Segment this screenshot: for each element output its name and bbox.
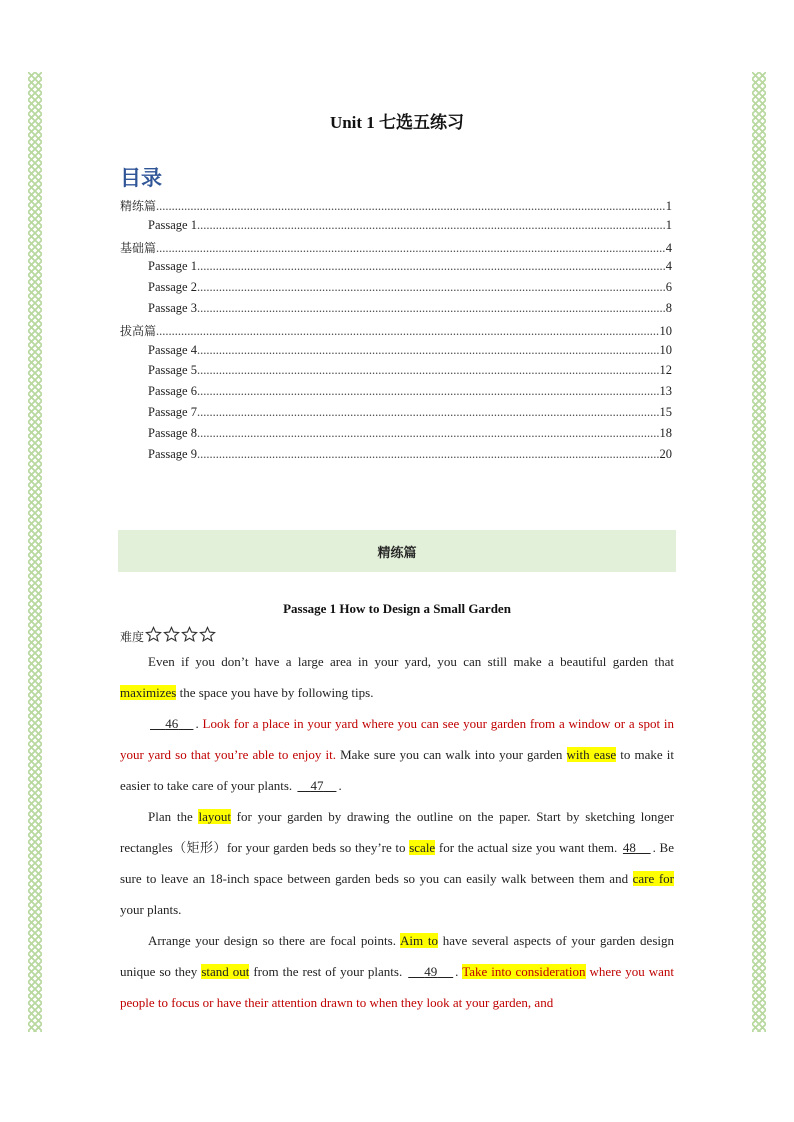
toc-entry[interactable] [120, 301, 672, 322]
blank-49 [406, 964, 455, 979]
section-band [118, 530, 676, 572]
toc-entry[interactable] [120, 363, 672, 384]
toc-entry-label: Passage 4 [148, 342, 197, 357]
toc-entry-page: 18 [659, 425, 672, 440]
paragraph-1 [120, 646, 674, 708]
blank-47 [295, 778, 338, 793]
text: . [455, 964, 463, 979]
toc-entry-label: Passage 9 [148, 446, 197, 461]
toc-leader-dots [197, 405, 660, 420]
toc-leader-dots [197, 259, 666, 274]
star-outline-icon [199, 626, 216, 643]
table-of-contents [120, 197, 672, 467]
difficulty-rating [120, 626, 216, 647]
toc-entry[interactable] [120, 239, 672, 260]
passage-title: Passage 1 How to Design a Small Garden [283, 601, 511, 616]
toc-leader-dots [197, 447, 660, 462]
toc-entry-page: 8 [665, 300, 672, 315]
answer-sentence: where you want people to focus or have their attention drawn to when they look at your garden, and [120, 964, 675, 1010]
text: your plants. [120, 902, 182, 917]
blank-number: 48 [622, 840, 636, 855]
toc-entry-page: 4 [665, 259, 672, 274]
toc-entry-page: 15 [659, 404, 672, 419]
toc-entry-page: 1 [665, 199, 672, 213]
difficulty-stars [144, 626, 216, 647]
highlighted-phrase: stand out [201, 964, 250, 979]
blank-46 [148, 716, 195, 731]
toc-entry-label: Passage 7 [148, 404, 197, 419]
star-outline-icon [181, 626, 198, 643]
toc-entry[interactable] [120, 218, 672, 239]
toc-leader-dots [197, 343, 660, 358]
blank-48 [621, 840, 653, 855]
toc-entry-label: Passage 1 [148, 259, 197, 274]
section-title: 精练篇 [377, 545, 417, 561]
text: Make sure you can walk into your garden [335, 747, 567, 762]
toc-entry-page: 4 [665, 240, 672, 255]
toc-entry-page: 12 [659, 363, 672, 378]
toc-entry-label: Passage 5 [148, 363, 197, 378]
toc-entry[interactable] [120, 343, 672, 364]
page-title: Unit 1 七选五练习 [329, 113, 465, 132]
highlighted-phrase: Aim to [399, 933, 438, 948]
highlighted-phrase: with ease [566, 747, 617, 762]
highlighted-answer-phrase: Take into consideration [462, 964, 586, 979]
toc-entry-page: 10 [659, 323, 672, 338]
text: to make it easier to take care of your plants. [120, 747, 674, 793]
toc-entry-label: 基础篇 [120, 240, 157, 255]
highlighted-phrase: scale [409, 840, 436, 855]
toc-entry[interactable] [120, 197, 672, 218]
text: the space you have by following tips. [176, 685, 374, 700]
text: Arrange your design so there are focal points. [148, 933, 400, 948]
toc-entry-page: 1 [665, 217, 672, 232]
toc-heading: 目录 [120, 166, 162, 190]
toc-entry-label: 拔高篇 [120, 323, 157, 338]
toc-entry[interactable] [120, 280, 672, 301]
text: for the actual size you want them. [435, 840, 621, 855]
decorative-border-right [752, 72, 766, 1032]
toc-leader-dots [197, 280, 666, 295]
text: from the rest of your plants. [249, 964, 407, 979]
blank-number: 46 [165, 716, 179, 731]
toc-entry-label: Passage 3 [148, 300, 197, 315]
answer-sentence: Look for a place in your yard where you can see your garden from a window or a spot in your yard so that you’re able to enjoy it. [120, 716, 675, 762]
toc-entry-page: 20 [659, 446, 672, 461]
toc-leader-dots [197, 363, 660, 378]
toc-leader-dots [156, 241, 666, 256]
highlighted-phrase: care for [632, 871, 674, 886]
toc-entry[interactable] [120, 426, 672, 447]
highlighted-phrase: maximizes [120, 685, 177, 700]
toc-entry-label: 精练篇 [120, 199, 157, 213]
paragraph-4 [120, 925, 674, 1018]
toc-leader-dots [197, 426, 660, 441]
text: . Be sure to leave an 18-inch space between garden beds so you can easily walk between them and [120, 840, 674, 886]
star-outline-icon [163, 626, 180, 643]
text: for your garden by drawing the outline on the paper. Start by sketching longer rectangles（矩形）for your garden beds so they’re to [120, 809, 674, 855]
decorative-border-left [28, 72, 42, 1032]
blank-number: 47 [310, 778, 324, 793]
toc-leader-dots [156, 324, 659, 339]
star-outline-icon [145, 626, 162, 643]
paragraph-3 [120, 801, 674, 925]
toc-leader-dots [197, 301, 666, 316]
toc-entry-page: 10 [659, 342, 672, 357]
text: Even if you don’t have a large area in your yard, you can still make a beautiful garden that [148, 654, 674, 669]
text: . [195, 716, 203, 731]
text: Plan the [148, 809, 199, 824]
toc-entry[interactable] [120, 259, 672, 280]
toc-leader-dots [156, 199, 666, 214]
toc-entry[interactable] [120, 322, 672, 343]
blank-number: 49 [424, 964, 438, 979]
toc-entry-label: Passage 1 [148, 217, 197, 232]
toc-entry-label: Passage 8 [148, 425, 197, 440]
text: have several aspects of your garden design unique so they [120, 933, 674, 979]
toc-entry-label: Passage 2 [148, 280, 197, 295]
toc-leader-dots [197, 384, 660, 399]
passage-body [120, 646, 674, 1018]
toc-entry[interactable] [120, 405, 672, 426]
highlighted-phrase: layout [198, 809, 231, 824]
toc-entry[interactable] [120, 384, 672, 405]
toc-leader-dots [197, 218, 666, 233]
paragraph-2 [120, 708, 674, 801]
toc-entry-page: 6 [665, 280, 672, 295]
difficulty-label: 难度 [120, 630, 145, 644]
text: . [338, 778, 342, 793]
toc-entry-label: Passage 6 [148, 384, 197, 399]
toc-entry[interactable] [120, 447, 672, 468]
toc-entry-page: 13 [659, 384, 672, 399]
